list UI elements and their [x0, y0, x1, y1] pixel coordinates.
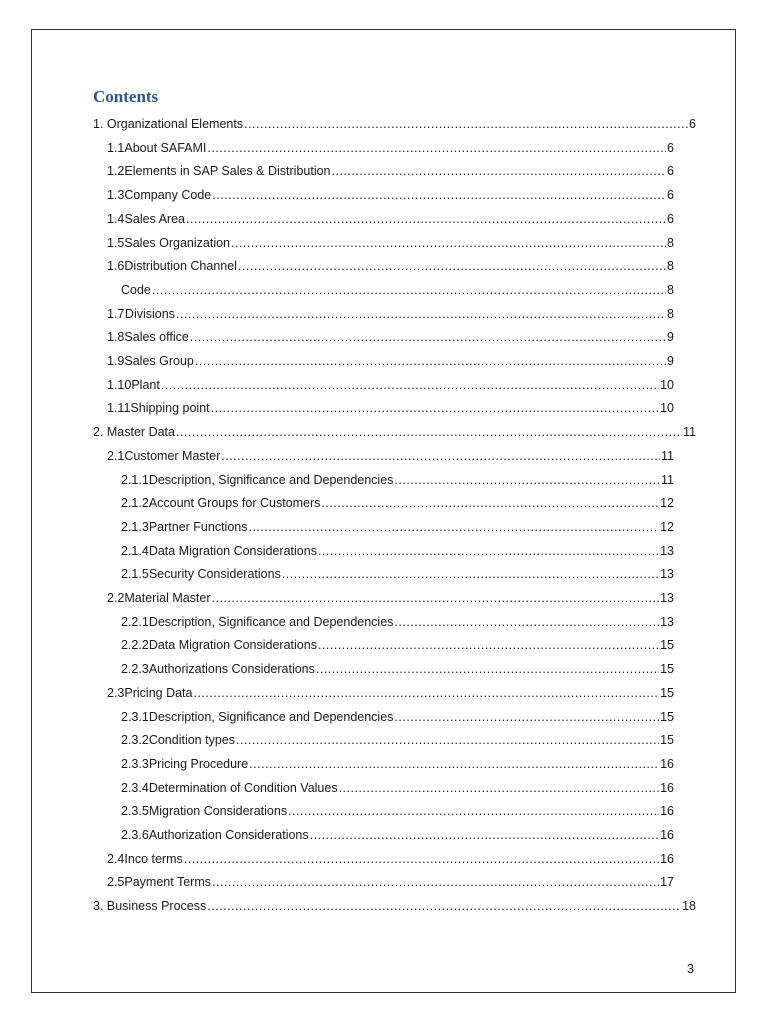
toc-entry-title: Condition types [148, 733, 235, 748]
toc-dot-leader [339, 778, 660, 798]
toc-heading: Contents [93, 87, 159, 106]
toc-entry[interactable] [121, 564, 674, 584]
toc-entry[interactable] [121, 517, 674, 537]
toc-entry[interactable] [107, 588, 674, 608]
toc-entry-title: Pricing Data [124, 685, 193, 700]
toc-entry-title: Account Groups for Customers [148, 496, 321, 511]
toc-dot-leader [316, 659, 659, 679]
toc-dot-leader [310, 825, 659, 845]
toc-entry-page: 13 [660, 591, 674, 605]
toc-entry-title: Data Migration Considerations [148, 638, 317, 653]
toc-entry-title: Pricing Procedure [148, 756, 249, 771]
document-page [31, 29, 736, 993]
toc-entry-title: 1. Organizational Elements [93, 117, 244, 131]
toc-dot-leader [318, 541, 659, 561]
toc-entry-page: 6 [689, 117, 696, 131]
toc-entry-page: 11 [661, 472, 674, 487]
toc-entry-number: 1.9 [107, 354, 125, 368]
toc-entry-title: Material Master [124, 591, 211, 605]
toc-dot-leader [207, 896, 681, 916]
toc-entry[interactable] [107, 209, 674, 229]
toc-entry-page: 17 [660, 875, 674, 890]
toc-entry-number: 2.3.2 [121, 733, 149, 748]
toc-entry-title: Plant [131, 377, 160, 392]
toc-entry[interactable] [107, 375, 674, 395]
toc-entry-number: 2.5 [107, 875, 125, 890]
toc-entry[interactable] [107, 683, 674, 703]
toc-entry[interactable] [107, 256, 674, 276]
toc-dot-leader [394, 707, 659, 727]
toc-entry[interactable] [107, 351, 674, 371]
toc-entry-number: 2.1.1 [121, 472, 149, 487]
toc-entry-page: 13 [660, 614, 674, 629]
toc-dot-leader [152, 280, 666, 300]
toc-dot-leader [161, 375, 659, 395]
toc-dot-leader [186, 209, 666, 229]
toc-entry-number: 2.3.6 [121, 828, 149, 842]
toc-entry-title: Distribution Channel [124, 259, 237, 274]
toc-entry-number: 2.3.4 [121, 780, 149, 795]
toc-dot-leader [212, 185, 666, 205]
toc-entry-page: 8 [667, 235, 674, 250]
toc-entry-page: 16 [660, 828, 674, 842]
toc-entry-title: Shipping point [130, 401, 210, 416]
toc-dot-leader [212, 872, 659, 892]
toc-entry[interactable] [93, 422, 696, 442]
toc-entry-number: 2.1.3 [121, 519, 149, 534]
toc-entry-title: Description, Significance and Dependencies [148, 472, 394, 487]
toc-entry-number: 2.3.3 [121, 756, 149, 771]
toc-entry-title: Code [121, 282, 151, 297]
toc-dot-leader [332, 161, 667, 181]
toc-entry[interactable] [121, 493, 674, 513]
toc-entry-page: 16 [660, 756, 674, 771]
toc-entry-number: 1.5 [107, 235, 125, 250]
toc-entry-page: 16 [660, 804, 674, 819]
toc-entry-number: 1.8 [107, 330, 125, 345]
toc-entry-number: 1.7 [107, 306, 125, 321]
toc-entry-page: 6 [667, 211, 674, 226]
toc-entry-title: About SAFAMI [124, 140, 207, 155]
toc-entry[interactable] [121, 635, 674, 655]
toc-entry-page: 12 [660, 519, 674, 534]
toc-entry[interactable] [107, 161, 674, 181]
toc-entry-page: 11 [683, 425, 696, 440]
toc-entry[interactable] [107, 446, 674, 466]
toc-dot-leader [318, 635, 659, 655]
toc-entry-page: 6 [667, 140, 674, 155]
toc-entry[interactable] [121, 659, 674, 679]
toc-dot-leader [394, 612, 659, 632]
toc-entry-title: Inco terms [124, 851, 183, 866]
toc-dot-leader [394, 470, 660, 490]
toc-entry-page: 15 [660, 733, 674, 748]
toc-entry[interactable] [121, 707, 674, 727]
toc-dot-leader [321, 493, 659, 513]
toc-entry-title: Divisions [124, 306, 175, 321]
toc-entry-title: Elements in SAP Sales & Distribution [124, 164, 331, 179]
toc-entry-title: Authorizations Considerations [148, 662, 315, 677]
toc-entry-title: Partner Functions [148, 519, 248, 534]
toc-entry-title: Customer Master [124, 448, 221, 463]
toc-dot-leader [248, 517, 659, 537]
toc-entry-title: Authorization Considerations [148, 828, 309, 842]
toc-entry-page: 15 [660, 685, 674, 700]
page-number: 3 [687, 962, 694, 976]
toc-entry-page: 12 [660, 496, 674, 511]
toc-entry-page: 15 [660, 638, 674, 653]
toc-dot-leader [176, 304, 666, 324]
toc-dot-leader [288, 801, 659, 821]
toc-entry-number: 1.1 [107, 140, 125, 155]
toc-entry-page: 8 [667, 306, 674, 321]
toc-entry[interactable] [107, 398, 674, 418]
toc-entry-number: 1.3 [107, 188, 125, 203]
toc-entry-number: 1.11 [107, 401, 131, 416]
toc-entry-page: 15 [660, 709, 674, 724]
toc-entry-number: 2.3.5 [121, 804, 149, 819]
toc-entry-page: 16 [660, 780, 674, 795]
toc-entry[interactable] [107, 185, 674, 205]
toc-entry[interactable] [107, 233, 674, 253]
toc-dot-leader [282, 564, 659, 584]
toc-entry-page: 9 [667, 354, 674, 368]
toc-dot-leader [207, 138, 666, 158]
toc-entry-number: 1.6 [107, 259, 125, 274]
toc-entry[interactable] [121, 470, 674, 490]
toc-entry-title: Sales Group [124, 354, 194, 368]
toc-entry[interactable] [121, 541, 674, 561]
toc-entry-number: 1.4 [107, 211, 125, 226]
toc-entry-title: Sales Organization [124, 235, 231, 250]
toc-entry-title: Migration Considerations [148, 804, 288, 819]
toc-entry-number: 2.2.3 [121, 662, 149, 677]
toc-entry[interactable] [93, 896, 696, 916]
toc-dot-leader [211, 398, 659, 418]
toc-entry-title: Sales Area [124, 211, 186, 226]
toc-entry-number: 2.1 [107, 448, 125, 463]
toc-entry-page: 6 [667, 188, 674, 203]
toc-entry-page: 10 [660, 401, 674, 416]
toc-entry[interactable] [107, 304, 674, 324]
toc-entry[interactable] [107, 138, 674, 158]
toc-dot-leader [244, 114, 688, 134]
toc-entry-number: 2.2 [107, 591, 125, 605]
toc-entry[interactable] [107, 872, 674, 892]
toc-entry[interactable] [121, 754, 674, 774]
toc-entry-number: 2.4 [107, 851, 125, 866]
toc-entry-page: 9 [667, 330, 674, 345]
toc-entry-title: Determination of Condition Values [148, 780, 338, 795]
toc-entry-title: 2. Master Data [93, 425, 175, 440]
toc-dot-leader [238, 256, 666, 276]
toc-entry[interactable] [107, 849, 674, 869]
toc-entry-title: Payment Terms [124, 875, 211, 890]
toc-entry-title: 3. Business Process [93, 899, 207, 914]
toc-entry-page: 13 [660, 543, 674, 558]
toc-entry-number: 1.2 [107, 164, 125, 179]
toc-entry-page: 16 [660, 851, 674, 866]
toc-dot-leader [184, 849, 659, 869]
toc-dot-leader [231, 233, 666, 253]
toc-entry-number: 2.1.2 [121, 496, 149, 511]
toc-dot-leader [221, 446, 660, 466]
toc-entry-page: 11 [661, 448, 674, 463]
toc-dot-leader [212, 588, 660, 608]
toc-entry-number: 2.1.4 [121, 543, 149, 558]
toc-entry-title: Description, Significance and Dependencies [148, 614, 394, 629]
toc-dot-leader [190, 327, 666, 347]
toc-entry-number: 2.3.1 [121, 709, 149, 724]
toc-entry-page: 13 [660, 567, 674, 582]
toc-entry-title: Description, Significance and Dependencies [148, 709, 394, 724]
toc-entry[interactable] [121, 612, 674, 632]
toc-dot-leader [195, 351, 666, 371]
toc-entry-title: Data Migration Considerations [148, 543, 317, 558]
toc-entry-number: 1.10 [107, 377, 132, 392]
toc-entry-number: 2.1.5 [121, 567, 149, 582]
toc-entry-page: 15 [660, 662, 674, 677]
toc-entry[interactable] [121, 825, 674, 845]
toc-dot-leader [193, 683, 659, 703]
toc-entry-number: 2.3 [107, 685, 125, 700]
toc-entry-title: Company Code [124, 188, 212, 203]
toc-dot-leader [249, 754, 659, 774]
toc-entry-page: 8 [667, 282, 674, 297]
toc-entry-page: 10 [660, 377, 674, 392]
toc-entry-number: 2.2.1 [121, 614, 149, 629]
toc-entry[interactable] [121, 280, 674, 300]
toc-entry[interactable] [93, 114, 696, 134]
toc-entry[interactable] [121, 730, 674, 750]
toc-entry-page: 8 [667, 259, 674, 274]
toc-dot-leader [176, 422, 682, 442]
toc-entry-number: 2.2.2 [121, 638, 149, 653]
toc-entry[interactable] [121, 778, 674, 798]
toc-entry[interactable] [107, 327, 674, 347]
toc-entry-title: Security Considerations [148, 567, 281, 582]
toc-entry-page: 18 [682, 899, 696, 914]
toc-entry-page: 6 [667, 164, 674, 179]
toc-dot-leader [236, 730, 659, 750]
toc-entry[interactable] [121, 801, 674, 821]
toc-entry-title: Sales office [124, 330, 189, 345]
